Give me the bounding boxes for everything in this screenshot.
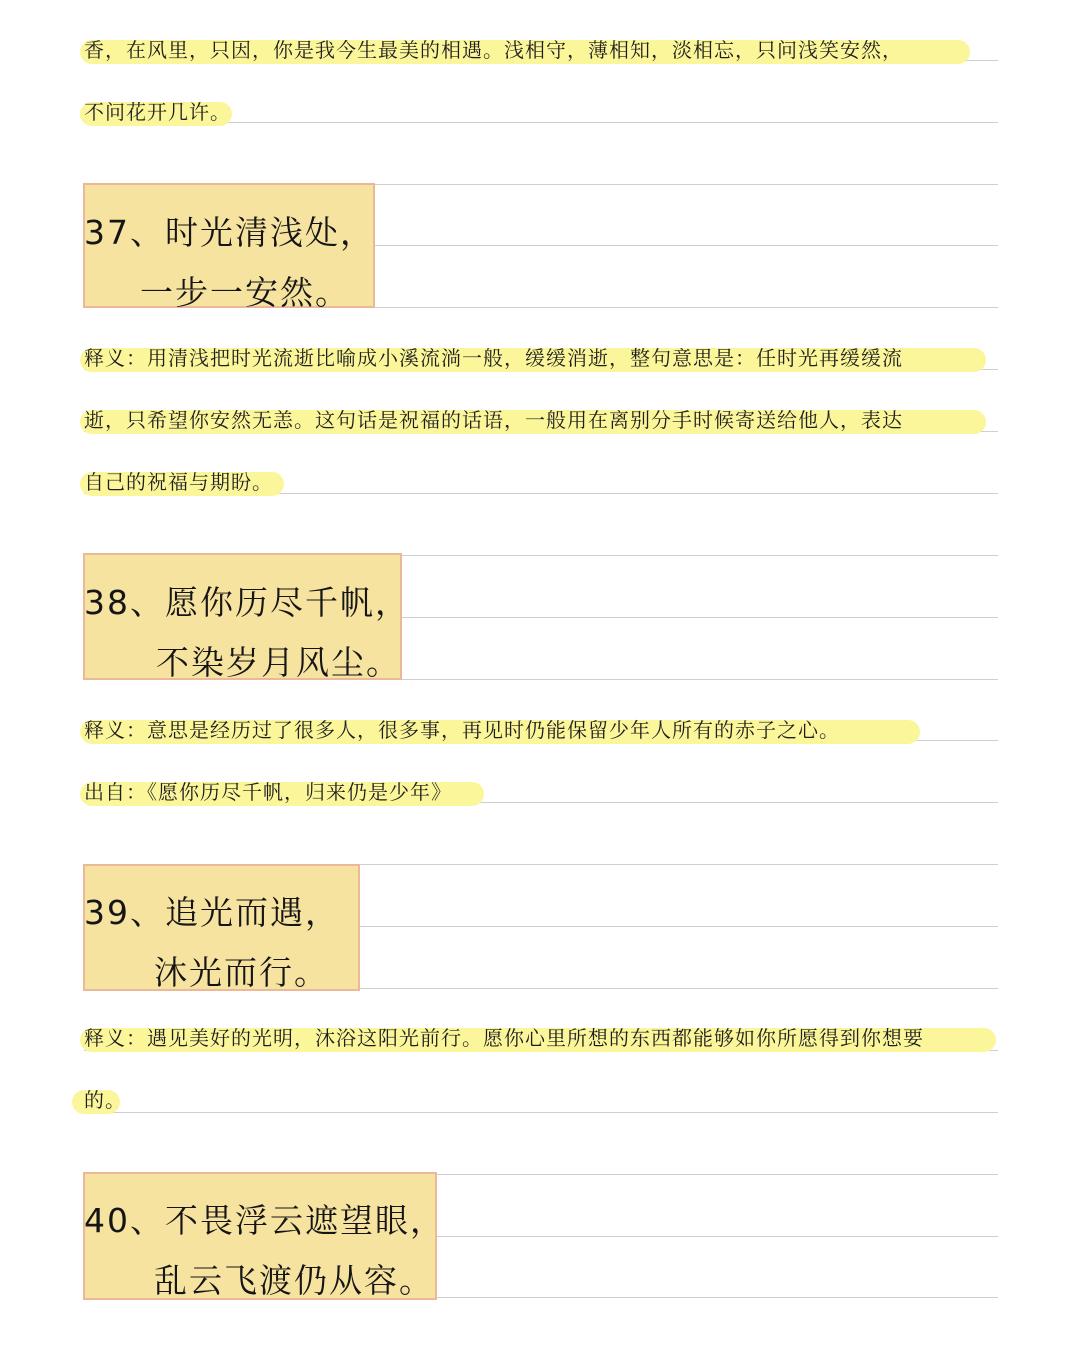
entry-title-39-line-1: 39、追光而遇， [84,893,340,932]
entry-title-37-line-1: 37、时光清浅处， [84,213,375,252]
rule-line [84,1112,998,1113]
entry-37-explanation-line-3: 自己的祝福与期盼。 [84,470,273,494]
entry-title-38-line-2: 不染岁月风尘。 [156,643,401,682]
entry-title-40-line-1: 40、不畏浮云遮望眼， [84,1201,445,1240]
top-paragraph-line-2: 不问花开几许。 [84,100,231,124]
entry-39-explanation-line-1: 释义：遇见美好的光明，沐浴这阳光前行。愿你心里所想的东西都能够如你所愿得到你想要 [84,1026,924,1050]
entry-37-explanation-line-2: 逝，只希望你安然无恙。这句话是祝福的话语，一般用在离别分手时候寄送给他人，表达 [84,408,903,432]
entry-title-39-line-2: 沐光而行。 [154,953,329,992]
entry-38-source-line: 出自：《愿你历尽千帆，归来仍是少年》 [84,780,452,804]
entry-37-explanation-line-1: 释义：用清浅把时光流逝比喻成小溪流淌一般，缓缓消逝，整句意思是：任时光再缓缓流 [84,346,903,370]
entry-title-38-line-1: 38、愿你历尽千帆， [84,583,410,622]
entry-38-explanation-line-1: 释义：意思是经历过了很多人，很多事，再见时仍能保留少年人所有的赤子之心。 [84,718,840,742]
entry-title-40-line-2: 乱云飞渡仍从容。 [154,1261,434,1300]
top-paragraph-line-1: 香，在风里，只因，你是我今生最美的相遇。浅相守，薄相知，淡相忘，只问浅笑安然， [84,38,903,62]
entry-title-37-line-2: 一步一安然。 [140,273,350,312]
entry-39-explanation-line-2: 的。 [84,1088,126,1112]
